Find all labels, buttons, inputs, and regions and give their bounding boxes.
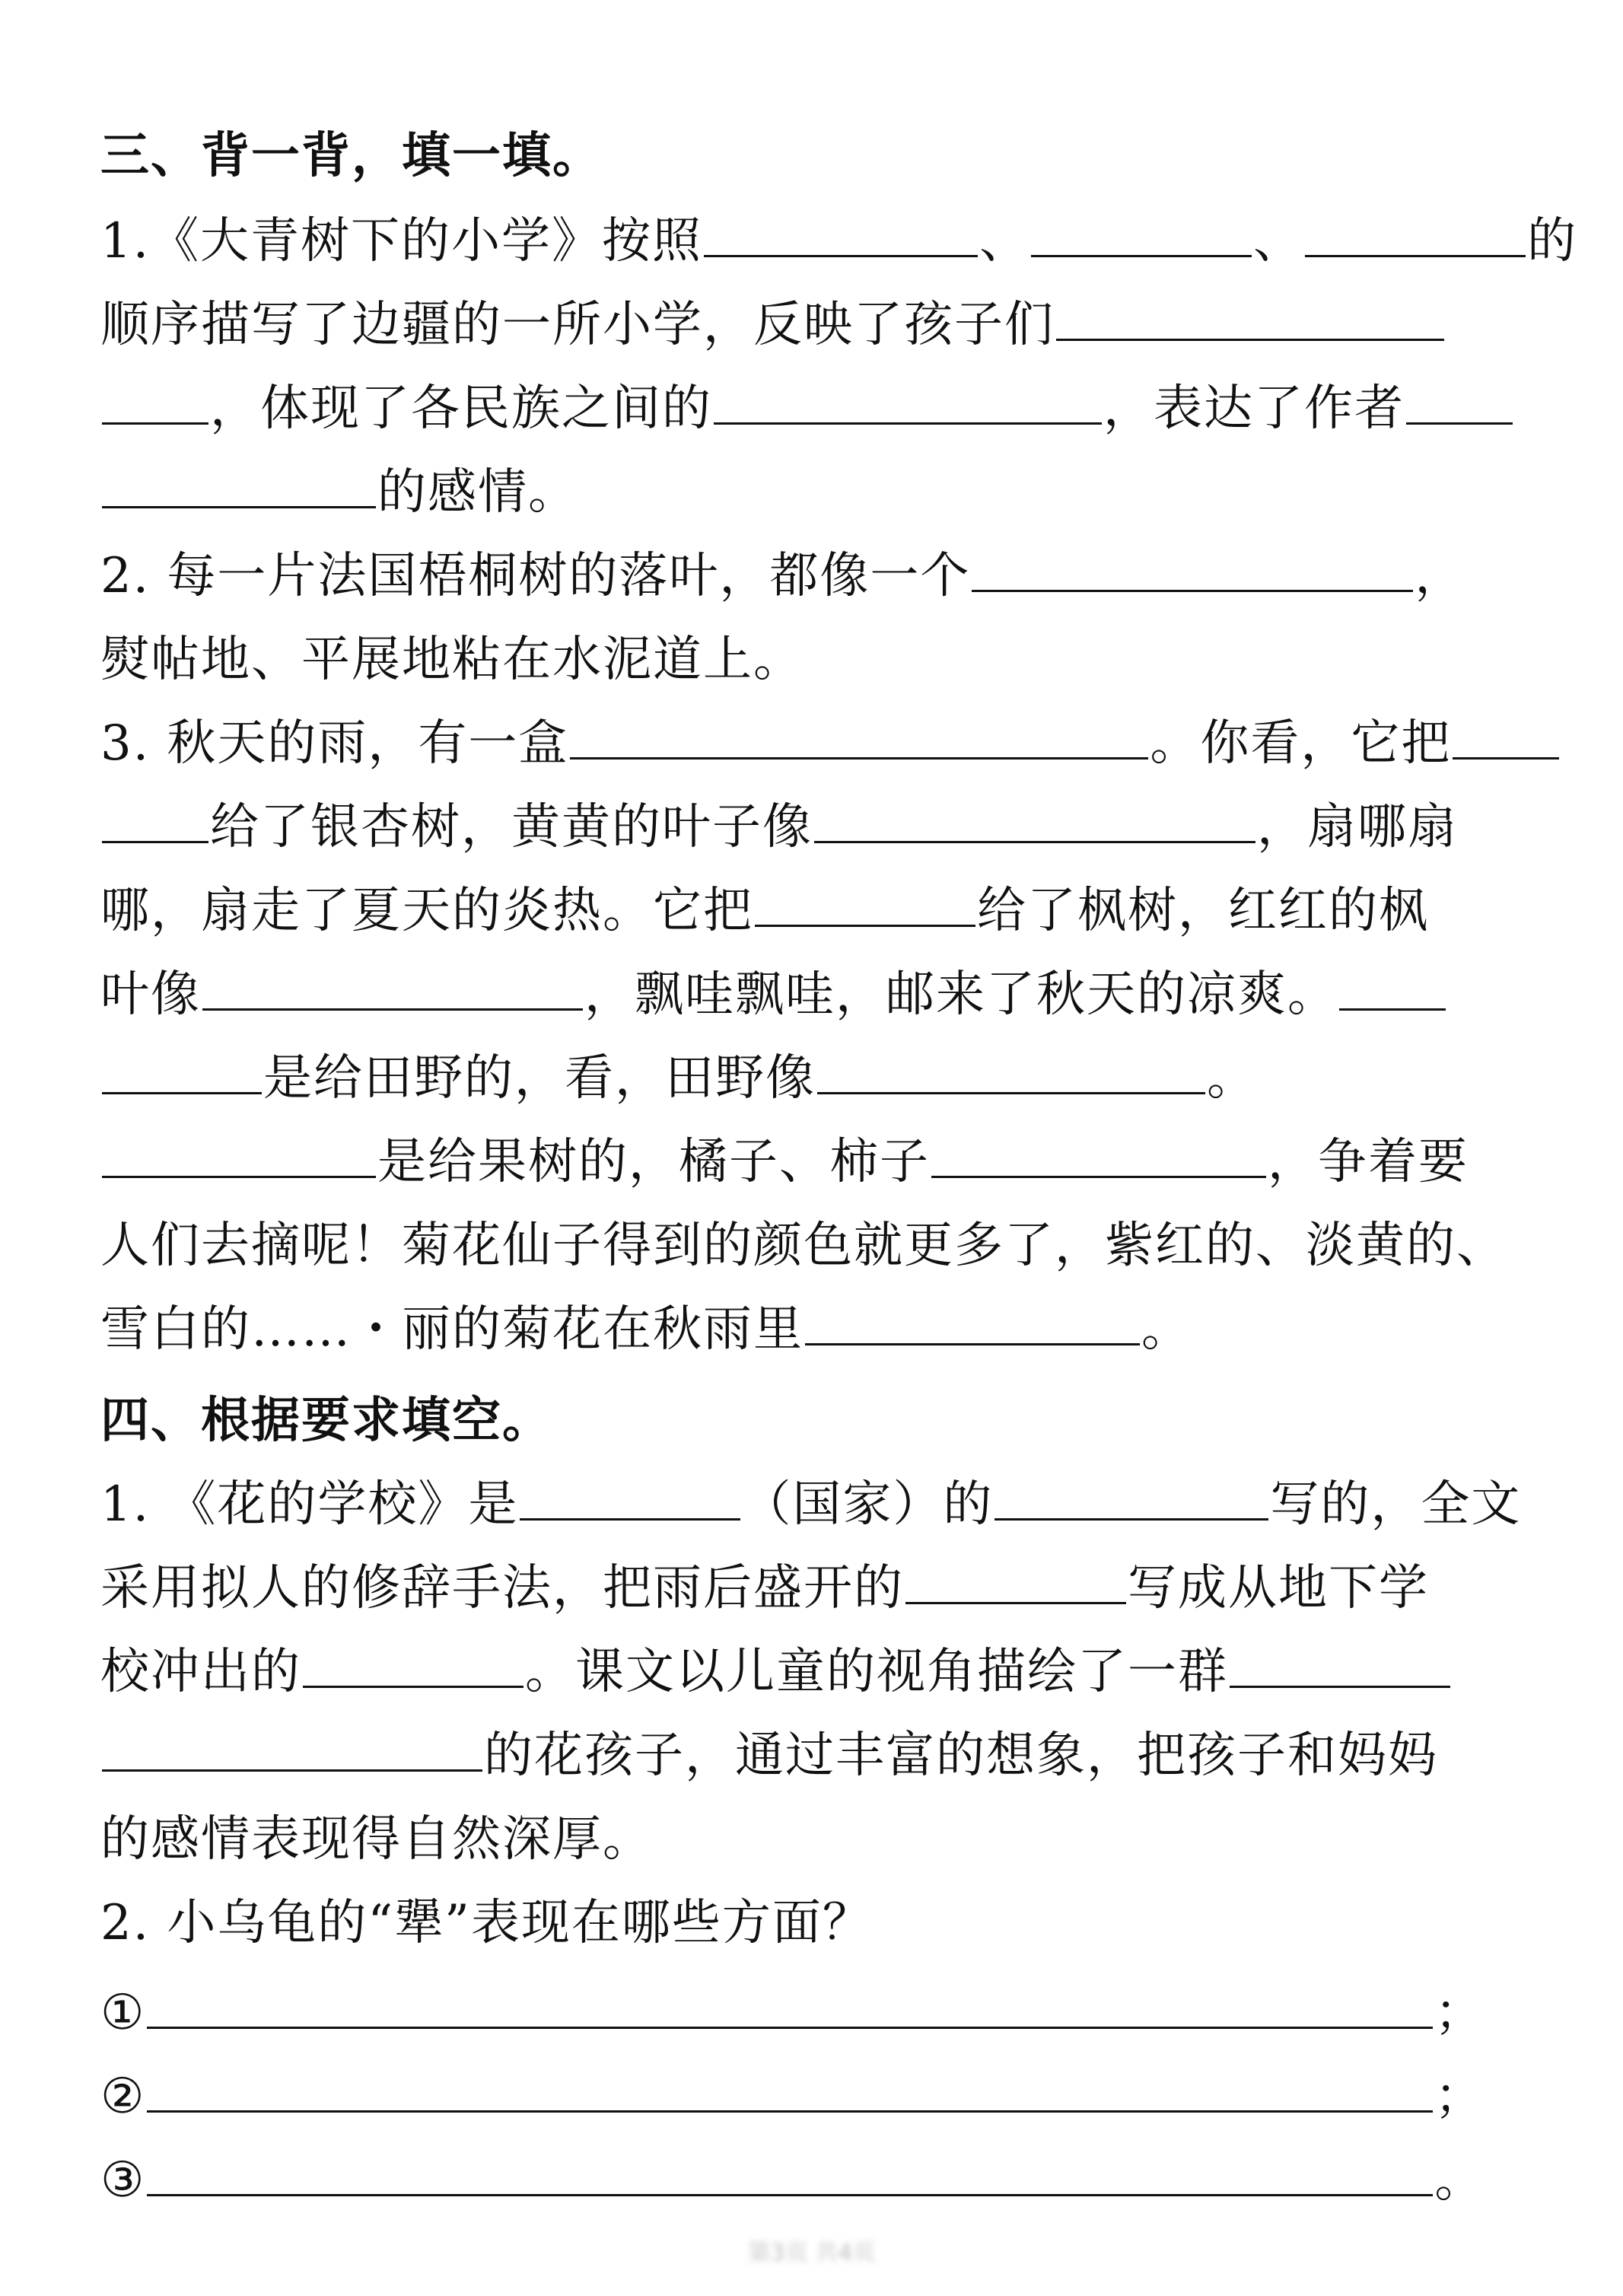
s3-q2-text: ， — [1415, 548, 1465, 604]
section4-heading: 四、根据要求填空。 — [100, 1393, 552, 1449]
answer-blank[interactable] — [1339, 964, 1446, 1011]
s3-q3-text: 叶像 — [100, 966, 201, 1023]
answer-blank[interactable] — [1056, 295, 1444, 341]
answer-blank[interactable] — [1406, 378, 1513, 425]
answer-blank[interactable] — [931, 1132, 1266, 1178]
s3-q3-text: 。 — [1141, 1301, 1192, 1358]
answer-blank[interactable] — [814, 797, 1255, 843]
s3-q3-line4 — [100, 953, 1546, 1037]
s3-q3-line8 — [100, 1288, 1546, 1371]
s3-q3-text: 哪，扇走了夏天的炎热。它把 — [100, 883, 753, 939]
s3-q3-text: 人们去摘呢！菊花仙子得到的颜色就更多了，紫红的、淡黄的、 — [100, 1218, 1507, 1274]
answer-blank[interactable] — [147, 2150, 1433, 2196]
s4-q1-text: （国家）的 — [742, 1476, 994, 1533]
s4-q2-answer-1 — [100, 1971, 1546, 2055]
item-end: ； — [1434, 1985, 1485, 2041]
answer-blank[interactable] — [905, 1558, 1126, 1604]
s4-q1-text: 的花孩子，通过丰富的想象，把孩子和妈妈 — [484, 1728, 1438, 1784]
answer-blank[interactable] — [1453, 713, 1559, 759]
answer-blank[interactable] — [102, 462, 376, 508]
answer-blank[interactable] — [147, 2066, 1433, 2113]
s3-q2-line2 — [100, 618, 1546, 702]
page-footer: 第3页 共4页 — [747, 2240, 876, 2266]
s3-q2-line1 — [100, 534, 1546, 618]
s4-q1-line3 — [100, 1630, 1546, 1714]
answer-blank[interactable] — [147, 1982, 1433, 2029]
s4-q1-line1 — [100, 1463, 1546, 1546]
s4-q1-line4 — [100, 1714, 1546, 1798]
answer-blank[interactable] — [1305, 211, 1526, 257]
answer-blank[interactable] — [102, 1725, 482, 1772]
s3-q3-line3 — [100, 869, 1546, 953]
s4-q1-line5 — [100, 1798, 1546, 1881]
s3-q3-text: 3. 秋天的雨，有一盒 — [100, 715, 569, 772]
separator: 、 — [1253, 213, 1304, 269]
s3-q3-text: 给了枫树，红红的枫 — [977, 883, 1429, 939]
answer-blank[interactable] — [303, 1642, 523, 1688]
s3-q3-text: 是给田野的，看，田野像 — [263, 1050, 816, 1107]
s3-q1-text: 1.《大青树下的小学》按照 — [100, 213, 703, 269]
s3-q3-text: 给了银杏树，黄黄的叶子像 — [210, 799, 813, 855]
s4-q1-text: 写的，全文 — [1270, 1476, 1522, 1533]
answer-blank[interactable] — [972, 546, 1413, 592]
s3-q1-line3 — [100, 367, 1546, 451]
answer-blank[interactable] — [202, 964, 583, 1011]
item-marker: ② — [100, 2068, 146, 2125]
s3-q3-line2 — [100, 785, 1546, 869]
s4-q1-text: 写成从地下学 — [1128, 1560, 1429, 1616]
item-marker: ① — [100, 1985, 146, 2041]
answer-blank[interactable] — [102, 1048, 262, 1094]
answer-blank[interactable] — [994, 1474, 1268, 1521]
s3-q3-text: ，扇哪扇 — [1257, 799, 1458, 855]
answer-blank[interactable] — [704, 211, 978, 257]
s3-q1-line1 — [100, 199, 1578, 283]
s3-q3-text: ，争着要 — [1268, 1134, 1469, 1190]
s3-q1-line2 — [100, 283, 1546, 367]
s3-q1-line4 — [100, 451, 1546, 534]
section3-heading: 三、背一背，填一填。 — [100, 128, 603, 184]
s4-q1-text: 。课文以儿童的视角描绘了一群 — [525, 1644, 1228, 1700]
s4-q2-answer-3 — [100, 2138, 1546, 2222]
s3-q3-line5 — [100, 1037, 1546, 1120]
answer-blank[interactable] — [102, 797, 208, 843]
s3-q1-text: ，表达了作者 — [1103, 381, 1405, 437]
s3-q3-line7 — [100, 1204, 1546, 1288]
s3-q3-line6 — [100, 1120, 1546, 1204]
s3-q3-text: 。 — [1207, 1050, 1257, 1107]
answer-blank[interactable] — [102, 1132, 376, 1178]
s4-q1-text: 校冲出的 — [100, 1644, 301, 1700]
s3-q3-text: ，飘哇飘哇，邮来了秋天的凉爽。 — [584, 966, 1338, 1023]
item-end: 。 — [1434, 2152, 1485, 2208]
item-end: ； — [1434, 2068, 1485, 2125]
answer-blank[interactable] — [520, 1474, 740, 1521]
s3-q3-text: 是给果树的，橘子、柿子 — [377, 1134, 930, 1190]
answer-blank[interactable] — [755, 881, 975, 927]
s4-q1-text: 的感情表现得自然深厚。 — [100, 1811, 653, 1868]
s3-q2-text: 熨帖地、平展地粘在水泥道上。 — [100, 632, 804, 688]
s3-q1-text: 顺序描写了边疆的一所小学，反映了孩子们 — [100, 297, 1055, 353]
separator: 、 — [979, 213, 1030, 269]
answer-blank[interactable] — [805, 1299, 1140, 1345]
answer-blank[interactable] — [817, 1048, 1205, 1094]
s3-q3-text: 。你看，它把 — [1150, 715, 1452, 772]
s3-q2-text: 2. 每一片法国梧桐树的落叶，都像一个 — [100, 548, 971, 604]
s3-q3-line1 — [100, 702, 1546, 785]
s3-q1-text: 的 — [1527, 213, 1578, 269]
answer-blank[interactable] — [102, 378, 208, 425]
s4-q1-line2 — [100, 1546, 1546, 1630]
s3-q1-text: ，体现了各民族之间的 — [210, 381, 712, 437]
s3-q1-text: 的感情。 — [377, 464, 578, 521]
answer-blank[interactable] — [1031, 211, 1252, 257]
answer-blank[interactable] — [714, 378, 1102, 425]
s4-q1-text: 采用拟人的修辞手法，把雨后盛开的 — [100, 1560, 904, 1616]
s4-q2-answer-2 — [100, 2055, 1546, 2138]
s4-q2-prompt: 2. 小乌龟的“犟”表现在哪些方面？ — [100, 1895, 873, 1951]
answer-blank[interactable] — [570, 713, 1148, 759]
item-marker: ③ — [100, 2152, 146, 2208]
s4-q1-text: 1. 《花的学校》是 — [100, 1476, 519, 1533]
answer-blank[interactable] — [1230, 1642, 1450, 1688]
s3-q3-text: 雪白的……・丽的菊花在秋雨里 — [100, 1301, 804, 1358]
